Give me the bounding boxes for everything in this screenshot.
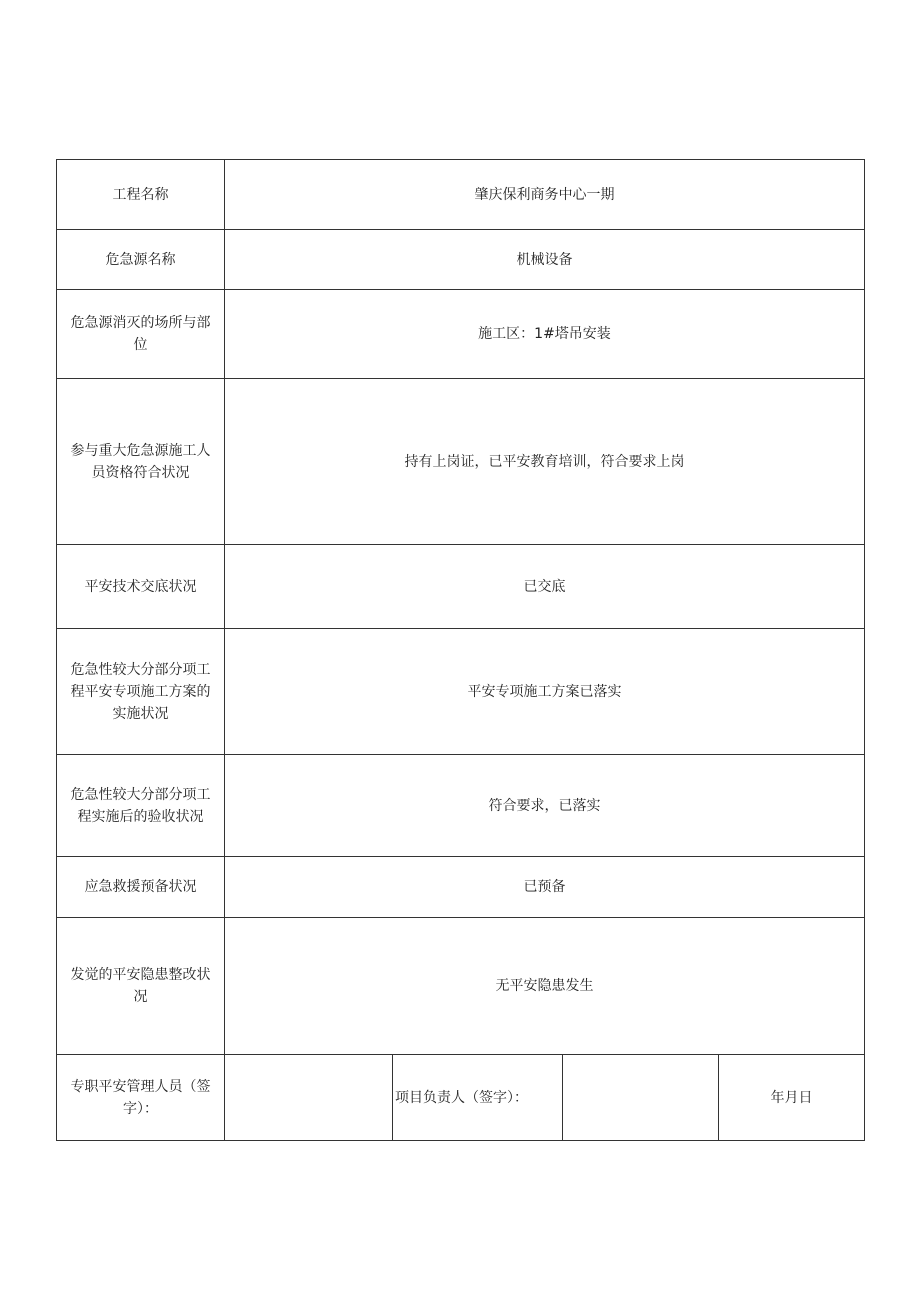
row-value-hazard-name: 机械设备 xyxy=(225,230,865,290)
table-row xyxy=(57,755,865,857)
inspection-form-table xyxy=(56,159,865,1141)
row-value-personnel-qualification: 持有上岗证，已平安教育培训，符合要求上岗 xyxy=(225,379,865,545)
safety-manager-signature-label: 专职平安管理人员（签字）： xyxy=(57,1055,225,1141)
table-row xyxy=(57,230,865,290)
signature-row xyxy=(57,1055,865,1141)
table-row xyxy=(57,545,865,629)
table-row xyxy=(57,629,865,755)
row-value-hazard-rectification: 无平安隐患发生 xyxy=(225,918,865,1055)
date-field: 年月日 xyxy=(719,1055,865,1141)
row-value-acceptance-status: 符合要求，已落实 xyxy=(225,755,865,857)
table-row xyxy=(57,290,865,379)
table-row xyxy=(57,857,865,918)
row-label-project-name: 工程名称 xyxy=(57,160,225,230)
safety-manager-signature-field[interactable] xyxy=(225,1055,393,1141)
row-value-technical-briefing: 已交底 xyxy=(225,545,865,629)
row-label-acceptance-status: 危急性较大分部分项工程实施后的验收状况 xyxy=(57,755,225,857)
project-leader-signature-field[interactable] xyxy=(563,1055,719,1141)
row-label-hazard-name: 危急源名称 xyxy=(57,230,225,290)
row-value-hazard-location: 施工区：1#塔吊安装 xyxy=(225,290,865,379)
row-label-personnel-qualification: 参与重大危急源施工人员资格符合状况 xyxy=(57,379,225,545)
table-row xyxy=(57,160,865,230)
row-label-hazard-location: 危急源消灭的场所与部位 xyxy=(57,290,225,379)
row-label-technical-briefing: 平安技术交底状况 xyxy=(57,545,225,629)
row-label-special-plan-implementation: 危急性较大分部分项工程平安专项施工方案的实施状况 xyxy=(57,629,225,755)
row-label-hazard-rectification: 发觉的平安隐患整改状况 xyxy=(57,918,225,1055)
row-value-project-name: 肇庆保利商务中心一期 xyxy=(225,160,865,230)
table-row xyxy=(57,379,865,545)
row-value-emergency-preparation: 已预备 xyxy=(225,857,865,918)
row-label-emergency-preparation: 应急救援预备状况 xyxy=(57,857,225,918)
project-leader-signature-label: 项目负责人（签字）： xyxy=(393,1055,563,1141)
table-row xyxy=(57,918,865,1055)
row-value-special-plan-implementation: 平安专项施工方案已落实 xyxy=(225,629,865,755)
